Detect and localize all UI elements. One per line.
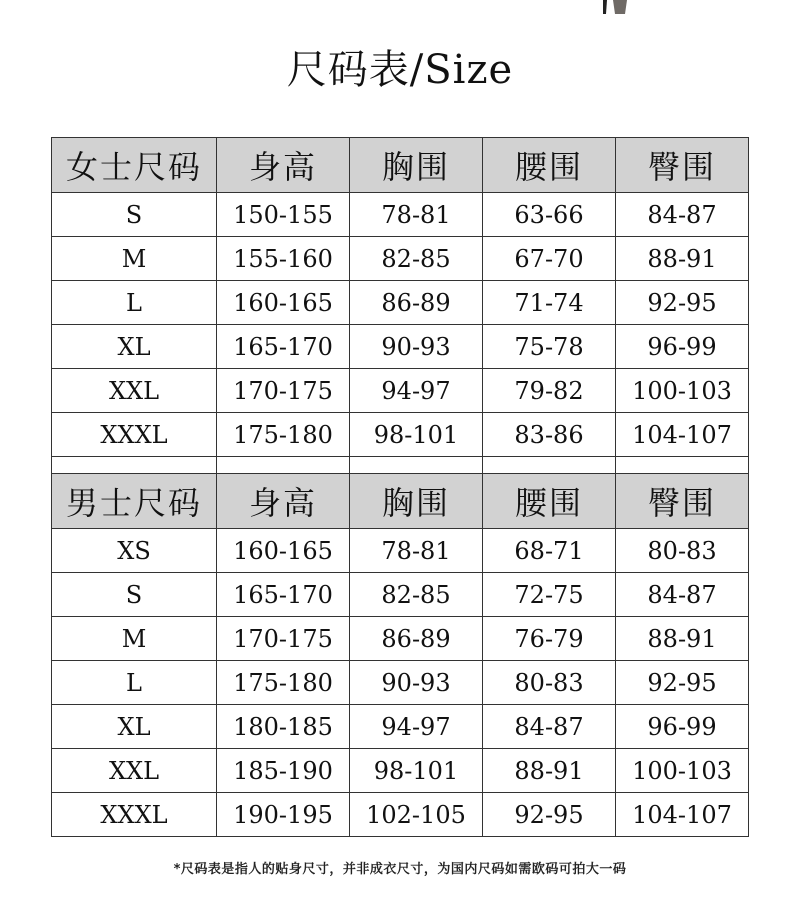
table-row xyxy=(52,413,749,457)
table-cell: 170-175 xyxy=(217,617,350,661)
table-cell: 94-97 xyxy=(350,369,483,413)
table-row xyxy=(52,749,749,793)
table-cell: S xyxy=(52,193,217,237)
table-row xyxy=(52,573,749,617)
table-cell: 78-81 xyxy=(350,193,483,237)
table-cell: 67-70 xyxy=(483,237,616,281)
men-header-cell: 臀围 xyxy=(616,474,749,529)
table-row xyxy=(52,793,749,837)
table-cell: 92-95 xyxy=(616,281,749,325)
table-row xyxy=(52,661,749,705)
table-cell: 150-155 xyxy=(217,193,350,237)
table-cell: 72-75 xyxy=(483,573,616,617)
men-header-cell: 腰围 xyxy=(483,474,616,529)
men-header-cell: 男士尺码 xyxy=(52,474,217,529)
table-cell: XS xyxy=(52,529,217,573)
women-header-row xyxy=(52,138,749,193)
table-cell: L xyxy=(52,661,217,705)
section-spacer xyxy=(52,457,749,474)
table-cell: 165-170 xyxy=(217,325,350,369)
table-cell: XXL xyxy=(52,369,217,413)
table-cell: 165-170 xyxy=(217,573,350,617)
table-cell: 88-91 xyxy=(616,237,749,281)
table-cell: 80-83 xyxy=(616,529,749,573)
table-cell: 90-93 xyxy=(350,661,483,705)
table-cell: 155-160 xyxy=(217,237,350,281)
table-cell: 76-79 xyxy=(483,617,616,661)
table-cell: XXXL xyxy=(52,793,217,837)
women-header-cell: 女士尺码 xyxy=(52,138,217,193)
table-cell: XXXL xyxy=(52,413,217,457)
table-cell: 68-71 xyxy=(483,529,616,573)
table-cell: 78-81 xyxy=(350,529,483,573)
table-cell: 104-107 xyxy=(616,413,749,457)
table-row xyxy=(52,237,749,281)
table-cell: M xyxy=(52,617,217,661)
table-cell: 180-185 xyxy=(217,705,350,749)
table-row xyxy=(52,705,749,749)
table-cell: 84-87 xyxy=(616,573,749,617)
table-cell: L xyxy=(52,281,217,325)
footnote: *尺码表是指人的贴身尺寸，并非成衣尺寸，为国内尺码如需欧码可拍大一码 xyxy=(173,862,627,877)
table-cell: 88-91 xyxy=(616,617,749,661)
table-cell: 96-99 xyxy=(616,325,749,369)
table-cell: 175-180 xyxy=(217,413,350,457)
men-header-cell: 身高 xyxy=(217,474,350,529)
table-cell: 71-74 xyxy=(483,281,616,325)
table-cell: XL xyxy=(52,705,217,749)
table-cell: 185-190 xyxy=(217,749,350,793)
corner-decoration xyxy=(597,0,637,18)
table-row xyxy=(52,617,749,661)
table-cell: XXL xyxy=(52,749,217,793)
table-cell: 84-87 xyxy=(483,705,616,749)
women-header-cell: 胸围 xyxy=(350,138,483,193)
page-title: 尺码表/Size xyxy=(286,47,514,93)
table-cell: 190-195 xyxy=(217,793,350,837)
table-cell: 175-180 xyxy=(217,661,350,705)
table-cell: 96-99 xyxy=(616,705,749,749)
table-cell: 90-93 xyxy=(350,325,483,369)
table-cell: 100-103 xyxy=(616,749,749,793)
table-cell: 86-89 xyxy=(350,281,483,325)
table-cell: S xyxy=(52,573,217,617)
women-header-cell: 腰围 xyxy=(483,138,616,193)
table-cell: 80-83 xyxy=(483,661,616,705)
table-row xyxy=(52,369,749,413)
table-cell: 98-101 xyxy=(350,749,483,793)
table-cell: 86-89 xyxy=(350,617,483,661)
table-cell: 94-97 xyxy=(350,705,483,749)
women-header-cell: 臀围 xyxy=(616,138,749,193)
table-row xyxy=(52,529,749,573)
table-row xyxy=(52,325,749,369)
table-cell: 84-87 xyxy=(616,193,749,237)
table-cell: 75-78 xyxy=(483,325,616,369)
table-cell: 98-101 xyxy=(350,413,483,457)
table-cell: 92-95 xyxy=(483,793,616,837)
table-cell: 88-91 xyxy=(483,749,616,793)
table-cell: 100-103 xyxy=(616,369,749,413)
table-row xyxy=(52,193,749,237)
men-size-section xyxy=(52,474,749,837)
table-row xyxy=(52,281,749,325)
table-cell: 92-95 xyxy=(616,661,749,705)
table-cell: 82-85 xyxy=(350,573,483,617)
size-chart-table xyxy=(51,137,749,837)
table-cell: 104-107 xyxy=(616,793,749,837)
women-header-cell: 身高 xyxy=(217,138,350,193)
table-cell: 170-175 xyxy=(217,369,350,413)
women-size-section xyxy=(52,138,749,457)
men-header-cell: 胸围 xyxy=(350,474,483,529)
table-cell: 160-165 xyxy=(217,281,350,325)
table-cell: M xyxy=(52,237,217,281)
men-header-row xyxy=(52,474,749,529)
table-cell: 160-165 xyxy=(217,529,350,573)
table-cell: 102-105 xyxy=(350,793,483,837)
table-cell: 63-66 xyxy=(483,193,616,237)
table-cell: 82-85 xyxy=(350,237,483,281)
table-cell: XL xyxy=(52,325,217,369)
table-cell: 79-82 xyxy=(483,369,616,413)
table-cell: 83-86 xyxy=(483,413,616,457)
